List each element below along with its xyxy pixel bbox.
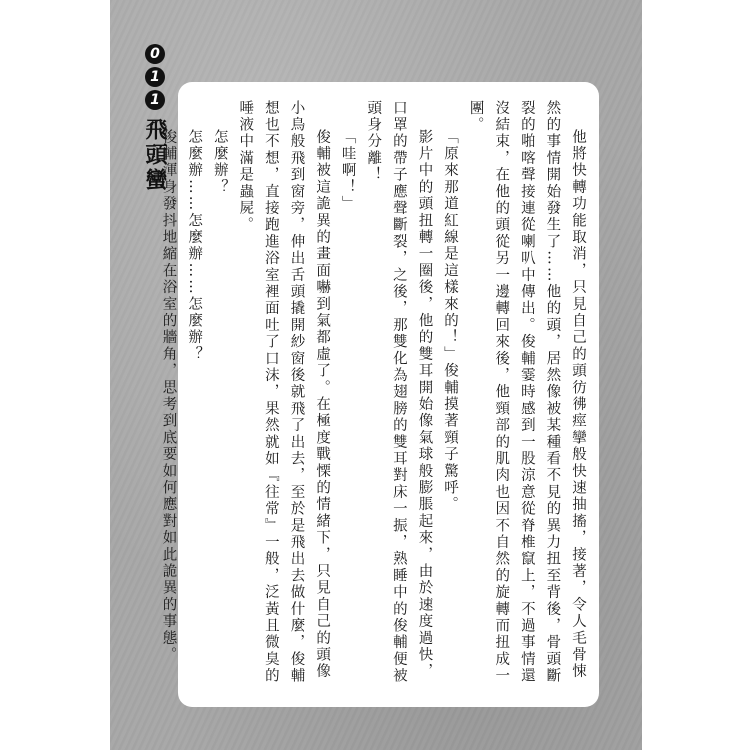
- chapter-title: 飛頭蠻: [142, 118, 167, 193]
- paragraph: 俊輔被這詭異的畫面嚇到氣都虛了。在極度戰慄的情緒下，只見自己的頭像小鳥般飛到窗旁，伸出舌頭撬開紗窗後就飛了出去，至於是飛出去做什麼，俊輔想也不想，直接跑進浴室裡面吐了口沫，果然就如『往常』一般，泛黃且微臭的唾液中滿是蟲屍。: [237, 100, 331, 685]
- paragraph: 影片中的頭扭轉一圈後，他的雙耳開始像氣球般膨脹起來，由於速度過快，口罩的帶子應聲斷裂，之後，那雙化為翅膀的雙耳對床一振，熟睡中的俊輔便被頭身分離！: [365, 100, 433, 685]
- paragraph: 怎麼辦……怎麼辦……怎麼辦？: [186, 129, 203, 363]
- chapter-number-digit: 1: [145, 67, 165, 87]
- paragraph: 「哇啊！」: [339, 129, 356, 213]
- body-text: [160, 100, 590, 690]
- paragraph: 怎麼辦？: [211, 129, 228, 196]
- chapter-number-digit: 1: [145, 90, 165, 110]
- paragraph: 「原來那道紅線是這樣來的！」俊輔摸著頸子驚呼。: [442, 129, 459, 514]
- paragraph: 他將快轉功能取消，只見自己的頭彷彿痙攣般快速抽搐，接著，令人毛骨悚然的事情開始發生了……他的頭，居然像被某種看不見的異力扭至背後，骨頭斷裂的啪喀聲接連從喇叭中傳出。俊輔霎時感到一股涼意從脊椎竄上，不過事情還沒結束，在他的頭從另一邊轉回來後，他頸部的肌肉也因不自然的旋轉而扭成一團。: [467, 100, 586, 685]
- chapter-number-digit: 0: [145, 44, 165, 64]
- paragraph: 俊輔渾身發抖地縮在浴室的牆角，思考到底要如何應對如此詭異的事態。: [160, 129, 177, 664]
